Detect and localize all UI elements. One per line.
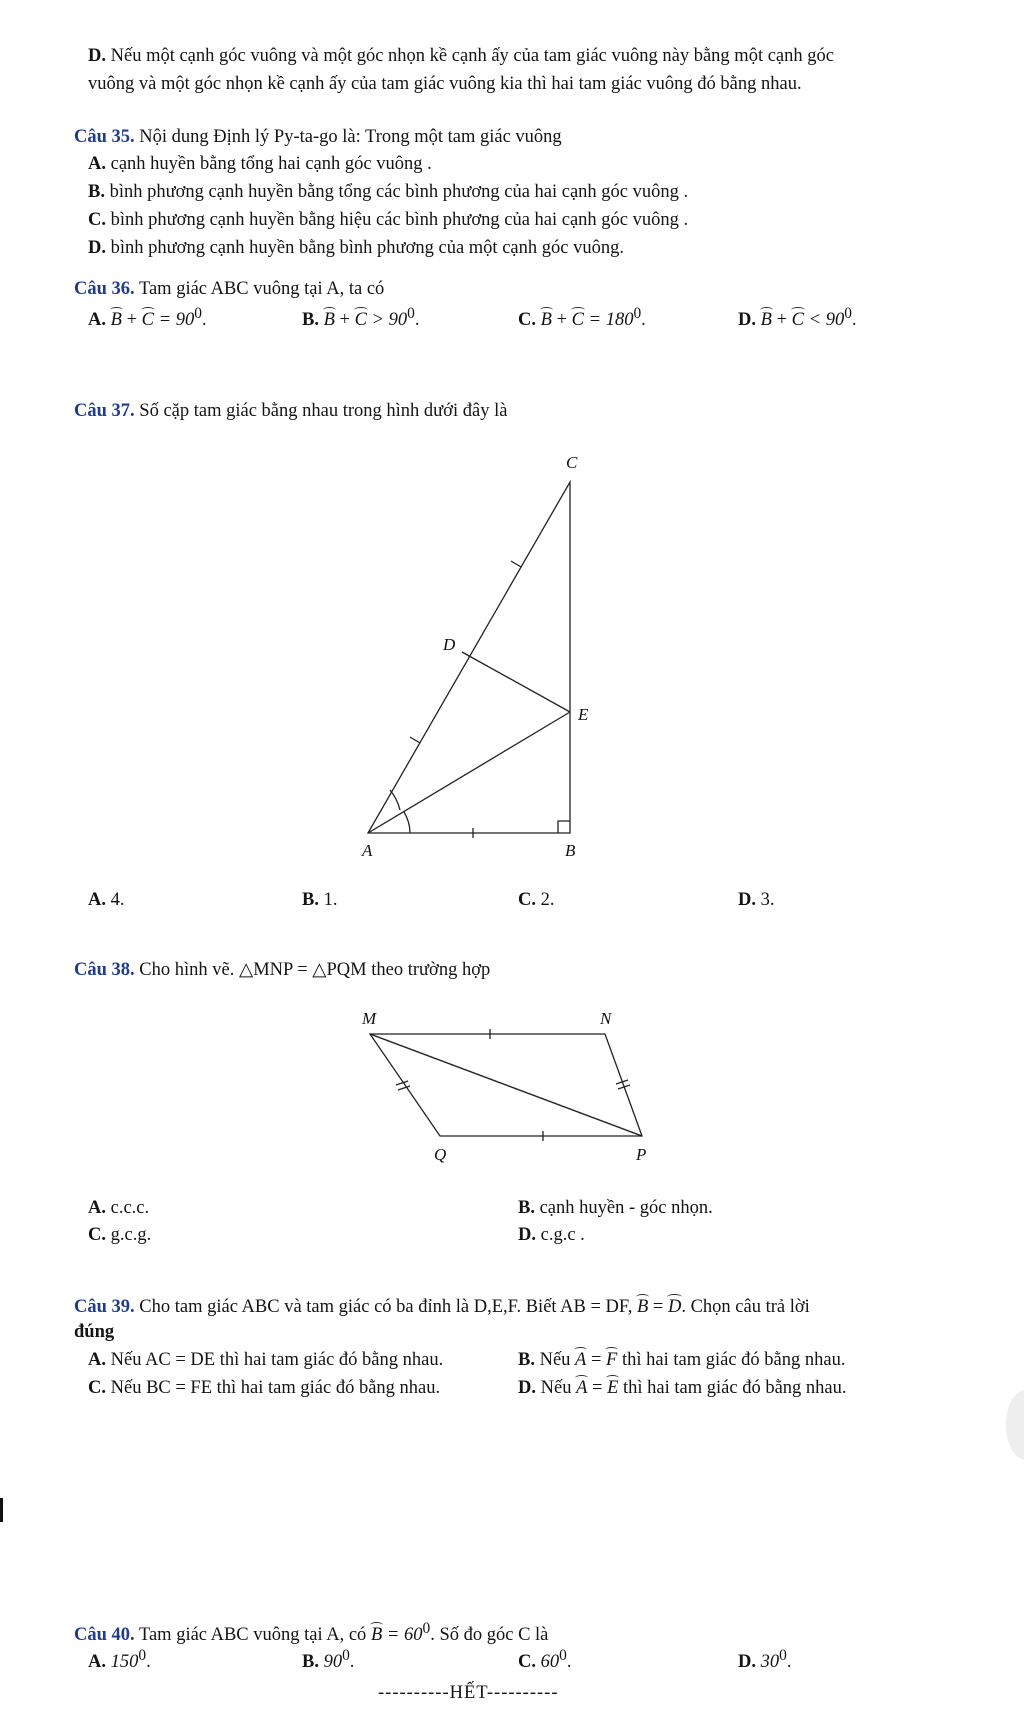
tick-ad <box>410 737 420 743</box>
q40-option-a: A. $150^0$. <box>88 1647 151 1673</box>
q35-prompt: Câu 35. Nội dung Định lý Py-ta-go là: Trong một tam giác vuông <box>74 127 562 147</box>
q36-option-a: A. $B + C = 90^0$. <box>88 305 207 331</box>
q36-option-d: D. $B + C < 90^0$. <box>738 305 857 331</box>
q39-option-b: B. Nếu A = F thì hai tam giác đó bằng nhau. <box>518 1350 846 1370</box>
point-p-label: P <box>636 1145 647 1164</box>
q37-option-b: B. 1. <box>302 890 338 910</box>
segment-de <box>462 652 570 712</box>
q35-option-b: B. bình phương cạnh huyền bằng tổng các bình phương của hai cạnh góc vuông . <box>88 182 689 202</box>
q37-prompt: Câu 37. Số cặp tam giác bằng nhau trong hình dưới đây là <box>74 401 508 421</box>
angle-arc-1 <box>404 812 410 833</box>
q40-option-d: D. $30^0$. <box>738 1647 792 1673</box>
triangle-abc <box>368 482 570 833</box>
q34-option-d-continued: vuông và một góc nhọn kề cạnh ấy của tam giác vuông kia thì hai tam giác vuông đó bằng nhau. <box>88 74 802 94</box>
point-d-label: D <box>443 635 456 654</box>
point-c-label: C <box>566 453 578 472</box>
point-q-label: Q <box>434 1145 447 1164</box>
angle-arc-2 <box>390 790 400 810</box>
q37-option-a: A. 4. <box>88 890 125 910</box>
point-m-label: M <box>362 1009 377 1028</box>
right-angle-mark <box>558 821 570 833</box>
point-n-label: N <box>600 1009 612 1028</box>
q40-prompt: Câu 40. Tam giác ABC vuông tại A, có $B = 60^0$. Số đo góc C là <box>74 1620 549 1646</box>
diagonal-mp <box>370 1034 642 1136</box>
q40-option-c: C. $60^0$. <box>518 1647 572 1673</box>
q39-prompt-continued: đúng <box>74 1322 115 1342</box>
q38-option-b: B. cạnh huyền - góc nhọn. <box>518 1198 713 1218</box>
segment-ae <box>368 712 570 833</box>
q38-parallelogram-figure <box>360 1000 670 1165</box>
scan-smudge <box>1006 1390 1024 1460</box>
q40-option-b: B. $90^0$. <box>302 1647 355 1673</box>
q37-triangle-figure <box>340 440 600 860</box>
end-marker: ----------HẾT---------- <box>378 1683 559 1703</box>
q36-option-b: B. $B + C > 90^0$. <box>302 305 420 331</box>
q38-option-a: A. c.c.c. <box>88 1198 150 1218</box>
q35-option-d: D. bình phương cạnh huyền bằng bình phương của một cạnh góc vuông. <box>88 238 624 258</box>
q39-option-c: C. Nếu BC = FE thì hai tam giác đó bằng nhau. <box>88 1378 441 1398</box>
q36-option-c: C. $B + C = 180^0$. <box>518 305 646 331</box>
tick-dc <box>511 561 521 567</box>
scan-margin-mark <box>0 1498 3 1522</box>
q35-option-a: A. cạnh huyền bằng tổng hai cạnh góc vuông . <box>88 154 432 174</box>
q36-prompt: Câu 36. Tam giác ABC vuông tại A, ta có <box>74 279 385 299</box>
q35-option-c: C. bình phương cạnh huyền bằng hiệu các bình phương của hai cạnh góc vuông . <box>88 210 689 230</box>
point-e-label: E <box>578 705 589 724</box>
point-a-label: A <box>362 841 373 860</box>
q39-prompt: Câu 39. Cho tam giác ABC và tam giác có ba đỉnh là D,E,F. Biết AB = DF, B = D. Chọn câu trả lời <box>74 1297 810 1317</box>
q39-option-d: D. Nếu A = E thì hai tam giác đó bằng nhau. <box>518 1378 847 1398</box>
point-b-label: B <box>565 841 576 860</box>
q37-option-d: D. 3. <box>738 890 775 910</box>
q34-option-d: D. Nếu một cạnh góc vuông và một góc nhọn kề cạnh ấy của tam giác vuông này bằng một cạnh góc <box>88 46 834 66</box>
q38-option-c: C. g.c.g. <box>88 1225 152 1245</box>
q37-option-c: C. 2. <box>518 890 555 910</box>
q38-option-d: D. c.g.c . <box>518 1225 585 1245</box>
q39-option-a: A. Nếu AC = DE thì hai tam giác đó bằng nhau. <box>88 1350 444 1370</box>
q38-prompt: Câu 38. Cho hình vẽ. △MNP = △PQM theo trường hợp <box>74 960 491 980</box>
